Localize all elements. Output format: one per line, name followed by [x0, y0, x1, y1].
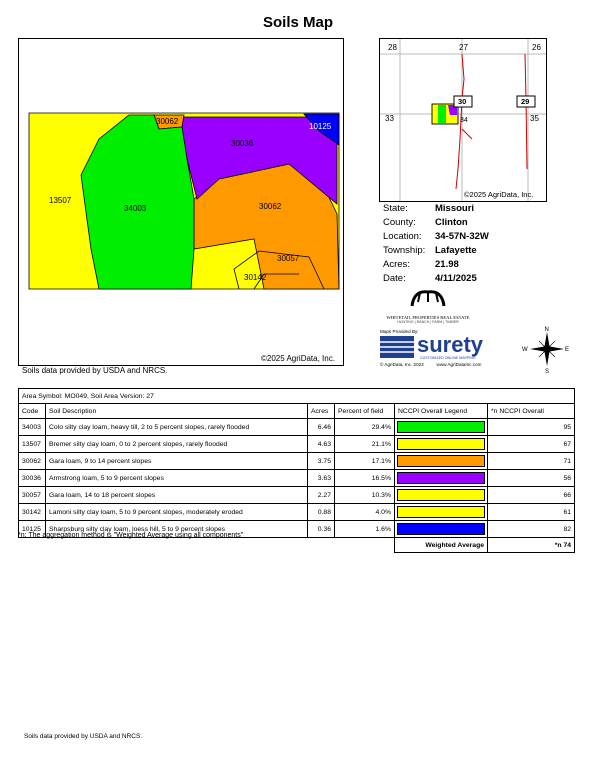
table-row: [19, 504, 575, 521]
section-label: 35: [530, 114, 539, 123]
table-row: [19, 419, 575, 436]
section-label: 34: [460, 117, 468, 124]
map-label: 13507: [49, 196, 72, 205]
compass-icon: [522, 324, 572, 374]
inset-copyright: ©2025 AgriData, Inc.: [464, 190, 534, 199]
svg-text:W: W: [522, 347, 528, 353]
footnote: *n: The aggregation method is "Weighted Average using all components": [18, 532, 244, 539]
table-row: [19, 487, 575, 504]
table-header-row: Code Soil Description Acres Percent of field NCCPI Overall Legend *n NCCPI Overall: [19, 404, 575, 419]
nccpi-value: 66: [488, 487, 575, 504]
whitetail-logo: WHITETAIL PROPERTIES REAL ESTATE HUNTING | RANCH | FARM | TIMBER: [378, 286, 478, 324]
nccpi-value: 61: [488, 504, 575, 521]
map-label: 10125: [309, 122, 332, 131]
map-label: 34003: [124, 204, 147, 213]
nccpi-value: 95: [488, 419, 575, 436]
soil-acres: 3.75: [308, 453, 335, 470]
svg-text:E: E: [565, 347, 570, 353]
soil-acres: 0.36: [308, 521, 335, 538]
info-township: Township: Lafayette: [383, 245, 477, 256]
nccpi-value: 67: [488, 436, 575, 453]
soil-percent: 10.3%: [335, 487, 395, 504]
info-state: State: Missouri: [383, 203, 475, 214]
nccpi-legend-swatch: [395, 419, 488, 436]
surety-flag-icon: [380, 336, 414, 358]
soil-code: 30062: [19, 453, 46, 470]
section-label: 26: [532, 43, 541, 52]
soil-acres: 6.46: [308, 419, 335, 436]
soil-description: Sharpsburg silty clay loam, loess hill, 5 to 9 percent slopes: [46, 521, 308, 538]
soil-code: 34003: [19, 419, 46, 436]
nccpi-value: 82: [488, 521, 575, 538]
soil-percent: 1.6%: [335, 521, 395, 538]
soil-polygon-34003: [81, 115, 194, 289]
info-acres: Acres: 21.98: [383, 259, 459, 270]
soil-percent: 21.1%: [335, 436, 395, 453]
maps-provided-by: Maps Provided By:: [380, 329, 419, 334]
locator-map: [379, 38, 547, 202]
antler-icon: [408, 286, 448, 310]
compass-rose: [522, 324, 572, 374]
weighted-average-row: Weighted Average *n 74: [19, 538, 575, 553]
soil-acres: 4.63: [308, 436, 335, 453]
section-label: 33: [385, 114, 394, 123]
map-source-note: Soils data provided by USDA and NRCS.: [22, 366, 168, 375]
nccpi-legend-swatch: [395, 504, 488, 521]
svg-text:S: S: [545, 369, 550, 374]
soil-description: Gara loam, 9 to 14 percent slopes: [46, 453, 308, 470]
soil-percent: 4.0%: [335, 504, 395, 521]
section-label: 28: [388, 43, 397, 52]
map-label: 30057: [277, 254, 300, 263]
soil-code: 10125: [19, 521, 46, 538]
page-title: Soils Map: [262, 14, 333, 31]
map-label: 30062: [259, 202, 282, 211]
soil-acres: 2.27: [308, 487, 335, 504]
map-label: 30062: [156, 117, 179, 126]
map-label: 30142: [244, 273, 267, 282]
map-label: 30036: [231, 139, 254, 148]
soil-description: Colo silty clay loam, heavy till, 2 to 5 percent slopes, rarely flooded: [46, 419, 308, 436]
soil-code: 13507: [19, 436, 46, 453]
map-copyright: ©2025 AgriData, Inc.: [261, 354, 335, 363]
soil-percent: 16.5%: [335, 470, 395, 487]
soil-code: 30036: [19, 470, 46, 487]
soil-code: 30057: [19, 487, 46, 504]
soil-percent: 29.4%: [335, 419, 395, 436]
table-row: [19, 453, 575, 470]
info-date: Date: 4/11/2025: [383, 273, 477, 284]
area-symbol-row: Area Symbol: MO049, Soil Area Version: 27: [19, 389, 575, 404]
soils-map: [18, 38, 344, 366]
nccpi-legend-swatch: [395, 521, 488, 538]
nccpi-legend-swatch: [395, 436, 488, 453]
svg-text:N: N: [544, 327, 549, 333]
soil-acres: 3.63: [308, 470, 335, 487]
soil-description: Lamoni silty clay loam, 5 to 9 percent slopes, moderately eroded: [46, 504, 308, 521]
soil-acres: 0.88: [308, 504, 335, 521]
soil-description: Gara loam, 14 to 18 percent slopes: [46, 487, 308, 504]
nccpi-legend-swatch: [395, 470, 488, 487]
surety-logo: surety CUSTOMIZED ONLINE MAPPING: [380, 336, 516, 360]
soil-table: [18, 388, 575, 553]
nccpi-legend-swatch: [395, 487, 488, 504]
nccpi-value: 71: [488, 453, 575, 470]
footer-source: Soils data provided by USDA and NRCS.: [24, 733, 143, 740]
table-row: [19, 436, 575, 453]
highway-badge: 29: [521, 97, 530, 106]
highway-badge: 30: [458, 97, 467, 106]
section-label: 27: [459, 43, 468, 52]
surety-footer: © AgriData, Inc. 2023 www.AgriDataInc.com: [380, 362, 482, 367]
info-location: Location: 34-57N-32W: [383, 231, 489, 242]
soil-description: Armstrong loam, 5 to 9 percent slopes: [46, 470, 308, 487]
nccpi-legend-swatch: [395, 453, 488, 470]
info-county: County: Clinton: [383, 217, 468, 228]
table-row: [19, 470, 575, 487]
soil-description: Bremer silty clay loam, 0 to 2 percent slopes, rarely flooded: [46, 436, 308, 453]
nccpi-value: 56: [488, 470, 575, 487]
soil-code: 30142: [19, 504, 46, 521]
soil-percent: 17.1%: [335, 453, 395, 470]
